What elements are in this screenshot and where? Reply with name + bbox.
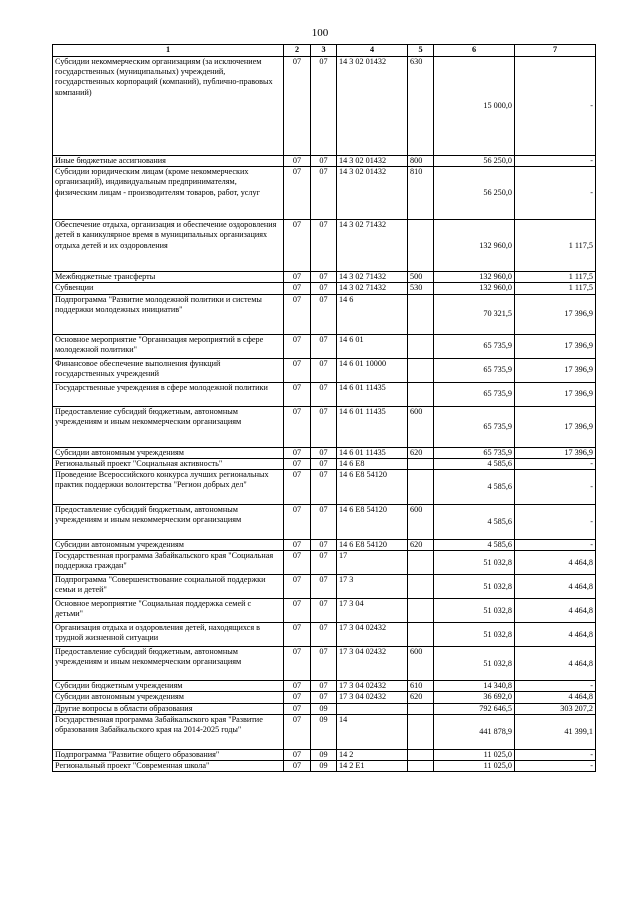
row-target-article-cell: 14 3 02 71432 [337, 283, 408, 294]
row-amount-2-cell: 4 464,8 [515, 647, 596, 681]
table-row [53, 283, 596, 294]
row-section-cell: 07 [284, 294, 311, 334]
row-amount-2-cell: 17 396,9 [515, 382, 596, 406]
row-target-article-cell: 14 6 01 11435 [337, 406, 408, 447]
row-target-article-cell: 17 3 04 02432 [337, 692, 408, 703]
table-row [53, 447, 596, 458]
row-amount-2-cell: 303 207,2 [515, 703, 596, 714]
row-amount-2-cell: 4 464,8 [515, 599, 596, 623]
row-name-cell: Региональный проект "Современная школа" [53, 761, 284, 772]
row-amount-1-cell: 56 250,0 [434, 156, 515, 167]
row-expense-type-cell: 620 [408, 447, 434, 458]
row-expense-type-cell [408, 294, 434, 334]
row-expense-type-cell [408, 382, 434, 406]
row-name-cell: Финансовое обеспечение выполнения функций государственных учреждений [53, 358, 284, 382]
table-row [53, 458, 596, 469]
row-amount-1-cell: 51 032,8 [434, 623, 515, 647]
row-name-cell: Региональный проект "Социальная активность" [53, 458, 284, 469]
row-name-cell: Предоставление субсидий бюджетным, автономным учреждениям и иным некоммерческим организациям [53, 505, 284, 540]
row-section-cell: 07 [284, 749, 311, 760]
row-target-article-cell: 17 3 04 02432 [337, 681, 408, 692]
row-subsection-cell: 09 [311, 749, 337, 760]
row-target-article-cell: 14 6 [337, 294, 408, 334]
row-section-cell: 07 [284, 575, 311, 599]
row-expense-type-cell: 620 [408, 692, 434, 703]
row-section-cell: 07 [284, 761, 311, 772]
row-expense-type-cell [408, 623, 434, 647]
row-section-cell: 07 [284, 623, 311, 647]
row-subsection-cell: 07 [311, 681, 337, 692]
row-section-cell: 07 [284, 57, 311, 156]
table-row [53, 156, 596, 167]
row-amount-1-cell: 4 585,6 [434, 458, 515, 469]
row-subsection-cell: 07 [311, 623, 337, 647]
row-amount-1-cell: 132 960,0 [434, 272, 515, 283]
row-amount-2-cell: - [515, 540, 596, 551]
row-section-cell: 07 [284, 283, 311, 294]
row-target-article-cell: 14 6 E8 54120 [337, 540, 408, 551]
row-amount-1-cell: 70 321,5 [434, 294, 515, 334]
row-expense-type-cell [408, 714, 434, 749]
row-subsection-cell: 07 [311, 57, 337, 156]
row-target-article-cell: 14 6 01 11435 [337, 382, 408, 406]
table-row [53, 167, 596, 220]
row-amount-2-cell: - [515, 505, 596, 540]
table-row [53, 470, 596, 505]
row-expense-type-cell [408, 703, 434, 714]
row-subsection-cell: 07 [311, 540, 337, 551]
row-amount-1-cell: 4 585,6 [434, 470, 515, 505]
row-name-cell: Государственные учреждения в сфере молодежной политики [53, 382, 284, 406]
row-section-cell: 07 [284, 599, 311, 623]
table-row [53, 57, 596, 156]
row-amount-1-cell: 4 585,6 [434, 505, 515, 540]
row-amount-2-cell: 4 464,8 [515, 551, 596, 575]
row-target-article-cell: 14 [337, 714, 408, 749]
row-expense-type-cell [408, 551, 434, 575]
row-expense-type-cell: 610 [408, 681, 434, 692]
row-name-cell: Подпрограмма "Развитие общего образования" [53, 749, 284, 760]
header-cell: 4 [337, 45, 408, 57]
row-subsection-cell: 09 [311, 714, 337, 749]
table-row [53, 334, 596, 358]
row-amount-1-cell: 441 878,9 [434, 714, 515, 749]
row-name-cell: Государственная программа Забайкальского края "Социальная поддержка граждан" [53, 551, 284, 575]
table-row [53, 703, 596, 714]
row-target-article-cell: 17 3 [337, 575, 408, 599]
row-subsection-cell: 07 [311, 599, 337, 623]
row-amount-2-cell: 41 399,1 [515, 714, 596, 749]
row-amount-2-cell: 17 396,9 [515, 358, 596, 382]
row-name-cell: Подпрограмма "Развитие молодежной политики и системы поддержки молодежных инициатив" [53, 294, 284, 334]
page-number: 100 [311, 27, 329, 39]
row-expense-type-cell [408, 470, 434, 505]
table-row [53, 761, 596, 772]
header-cell: 5 [408, 45, 434, 57]
row-section-cell: 07 [284, 358, 311, 382]
table-row [53, 551, 596, 575]
row-subsection-cell: 09 [311, 703, 337, 714]
row-amount-1-cell: 65 735,9 [434, 382, 515, 406]
header-cell: 6 [434, 45, 515, 57]
row-section-cell: 07 [284, 334, 311, 358]
table-row [53, 623, 596, 647]
row-name-cell: Обеспечение отдыха, организация и обеспечение оздоровления детей в каникулярное время в муниципальных организациях отдыха детей и их оздоровления [53, 220, 284, 272]
row-name-cell: Основное мероприятие "Организация мероприятий в сфере молодежной политики" [53, 334, 284, 358]
row-target-article-cell: 14 2 [337, 749, 408, 760]
row-expense-type-cell: 600 [408, 406, 434, 447]
row-amount-2-cell: 1 117,5 [515, 220, 596, 272]
table-row [53, 681, 596, 692]
row-amount-2-cell: 17 396,9 [515, 406, 596, 447]
row-subsection-cell: 07 [311, 505, 337, 540]
row-amount-1-cell: 51 032,8 [434, 647, 515, 681]
row-section-cell: 07 [284, 458, 311, 469]
row-amount-1-cell: 132 960,0 [434, 220, 515, 272]
row-name-cell: Проведение Всероссийского конкурса лучших региональных практик поддержки волонтерства "Регион добрых дел" [53, 470, 284, 505]
row-target-article-cell: 17 3 04 [337, 599, 408, 623]
row-subsection-cell: 07 [311, 334, 337, 358]
table-row [53, 294, 596, 334]
row-section-cell: 07 [284, 406, 311, 447]
row-name-cell: Субсидии автономным учреждениям [53, 540, 284, 551]
row-subsection-cell: 07 [311, 220, 337, 272]
row-section-cell: 07 [284, 470, 311, 505]
table-row [53, 406, 596, 447]
row-name-cell: Государственная программа Забайкальского края "Развитие образования Забайкальского края на 2014-2025 годы" [53, 714, 284, 749]
row-name-cell: Субсидии автономным учреждениям [53, 692, 284, 703]
row-subsection-cell: 07 [311, 575, 337, 599]
row-amount-2-cell: - [515, 470, 596, 505]
row-expense-type-cell: 630 [408, 57, 434, 156]
row-expense-type-cell: 600 [408, 647, 434, 681]
table-row [53, 505, 596, 540]
row-section-cell: 07 [284, 447, 311, 458]
header-cell: 2 [284, 45, 311, 57]
table-row [53, 599, 596, 623]
row-amount-1-cell: 4 585,6 [434, 540, 515, 551]
row-expense-type-cell: 800 [408, 156, 434, 167]
row-name-cell: Другие вопросы в области образования [53, 703, 284, 714]
row-amount-1-cell: 15 000,0 [434, 57, 515, 156]
row-expense-type-cell: 500 [408, 272, 434, 283]
row-subsection-cell: 07 [311, 447, 337, 458]
table-row [53, 575, 596, 599]
row-amount-1-cell: 51 032,8 [434, 551, 515, 575]
row-target-article-cell: 14 3 02 01432 [337, 156, 408, 167]
row-expense-type-cell: 620 [408, 540, 434, 551]
row-amount-2-cell: - [515, 681, 596, 692]
row-expense-type-cell: 810 [408, 167, 434, 220]
row-target-article-cell: 14 3 02 71432 [337, 272, 408, 283]
row-target-article-cell: 14 6 E8 [337, 458, 408, 469]
row-target-article-cell: 14 2 E1 [337, 761, 408, 772]
row-amount-2-cell: - [515, 57, 596, 156]
row-amount-2-cell: 1 117,5 [515, 272, 596, 283]
row-name-cell: Предоставление субсидий бюджетным, автономным учреждениям и иным некоммерческим организациям [53, 647, 284, 681]
row-subsection-cell: 07 [311, 358, 337, 382]
row-subsection-cell: 07 [311, 283, 337, 294]
row-amount-1-cell: 792 646,5 [434, 703, 515, 714]
row-expense-type-cell [408, 220, 434, 272]
row-subsection-cell: 07 [311, 272, 337, 283]
row-expense-type-cell [408, 575, 434, 599]
table-row [53, 714, 596, 749]
row-expense-type-cell: 600 [408, 505, 434, 540]
row-expense-type-cell [408, 761, 434, 772]
row-expense-type-cell [408, 599, 434, 623]
row-name-cell: Подпрограмма "Совершенствование социальной поддержки семьи и детей" [53, 575, 284, 599]
row-target-article-cell: 17 3 04 02432 [337, 647, 408, 681]
table-row [53, 692, 596, 703]
row-amount-2-cell: - [515, 156, 596, 167]
row-amount-1-cell: 36 692,0 [434, 692, 515, 703]
row-section-cell: 07 [284, 156, 311, 167]
row-amount-2-cell: 4 464,8 [515, 575, 596, 599]
row-amount-1-cell: 11 025,0 [434, 761, 515, 772]
row-amount-2-cell: 1 117,5 [515, 283, 596, 294]
row-target-article-cell: 14 3 02 01432 [337, 167, 408, 220]
row-amount-2-cell: 4 464,8 [515, 692, 596, 703]
row-subsection-cell: 07 [311, 406, 337, 447]
row-name-cell: Субсидии юридическим лицам (кроме некоммерческих организаций), индивидуальным предпринимателям, физическим лицам - производителям товаров, работ, услуг [53, 167, 284, 220]
row-section-cell: 07 [284, 551, 311, 575]
row-section-cell: 07 [284, 505, 311, 540]
row-amount-1-cell: 65 735,9 [434, 406, 515, 447]
row-target-article-cell: 17 [337, 551, 408, 575]
row-expense-type-cell [408, 458, 434, 469]
row-amount-2-cell: 17 396,9 [515, 447, 596, 458]
row-subsection-cell: 07 [311, 692, 337, 703]
row-target-article-cell: 14 6 01 [337, 334, 408, 358]
row-section-cell: 07 [284, 272, 311, 283]
row-amount-2-cell: 4 464,8 [515, 623, 596, 647]
row-target-article-cell: 14 6 E8 54120 [337, 505, 408, 540]
row-section-cell: 07 [284, 703, 311, 714]
row-name-cell: Субсидии некоммерческим организациям (за исключением государственных (муниципальных) учреждений, государственных корпораций (компаний), публично-правовых компаний) [53, 57, 284, 156]
table-row [53, 382, 596, 406]
row-amount-1-cell: 14 340,8 [434, 681, 515, 692]
table-row [53, 220, 596, 272]
table-row [53, 358, 596, 382]
row-section-cell: 07 [284, 220, 311, 272]
row-amount-2-cell: - [515, 167, 596, 220]
row-subsection-cell: 07 [311, 382, 337, 406]
row-target-article-cell [337, 703, 408, 714]
row-subsection-cell: 07 [311, 156, 337, 167]
row-target-article-cell: 14 6 01 10000 [337, 358, 408, 382]
header-cell: 1 [53, 45, 284, 57]
row-section-cell: 07 [284, 540, 311, 551]
row-section-cell: 07 [284, 382, 311, 406]
row-name-cell: Субсидии автономным учреждениям [53, 447, 284, 458]
row-section-cell: 07 [284, 681, 311, 692]
row-name-cell: Основное мероприятие "Социальная поддержка семей с детьми" [53, 599, 284, 623]
row-expense-type-cell [408, 334, 434, 358]
row-subsection-cell: 07 [311, 551, 337, 575]
row-section-cell: 07 [284, 692, 311, 703]
row-name-cell: Субвенции [53, 283, 284, 294]
row-name-cell: Межбюджетные трансферты [53, 272, 284, 283]
table-header-row [53, 45, 596, 57]
row-subsection-cell: 09 [311, 761, 337, 772]
row-amount-1-cell: 65 735,9 [434, 447, 515, 458]
row-name-cell: Предоставление субсидий бюджетным, автономным учреждениям и иным некоммерческим организациям [53, 406, 284, 447]
row-amount-1-cell: 65 735,9 [434, 358, 515, 382]
table-row [53, 540, 596, 551]
row-amount-1-cell: 51 032,8 [434, 599, 515, 623]
row-target-article-cell: 14 3 02 71432 [337, 220, 408, 272]
row-subsection-cell: 07 [311, 647, 337, 681]
row-target-article-cell: 14 6 01 11435 [337, 447, 408, 458]
row-subsection-cell: 07 [311, 167, 337, 220]
row-amount-1-cell: 132 960,0 [434, 283, 515, 294]
row-amount-2-cell: 17 396,9 [515, 334, 596, 358]
row-section-cell: 07 [284, 714, 311, 749]
row-amount-1-cell: 11 025,0 [434, 749, 515, 760]
row-name-cell: Субсидии бюджетным учреждениям [53, 681, 284, 692]
row-expense-type-cell: 530 [408, 283, 434, 294]
row-subsection-cell: 07 [311, 458, 337, 469]
row-amount-1-cell: 65 735,9 [434, 334, 515, 358]
row-amount-2-cell: - [515, 761, 596, 772]
budget-table [52, 44, 596, 772]
row-amount-2-cell: - [515, 458, 596, 469]
row-target-article-cell: 14 6 E8 54120 [337, 470, 408, 505]
row-expense-type-cell [408, 749, 434, 760]
row-amount-1-cell: 51 032,8 [434, 575, 515, 599]
row-target-article-cell: 17 3 04 02432 [337, 623, 408, 647]
row-name-cell: Иные бюджетные ассигнования [53, 156, 284, 167]
header-cell: 7 [515, 45, 596, 57]
row-subsection-cell: 07 [311, 294, 337, 334]
row-target-article-cell: 14 3 02 01432 [337, 57, 408, 156]
row-amount-1-cell: 56 250,0 [434, 167, 515, 220]
table-row [53, 647, 596, 681]
table-row [53, 272, 596, 283]
row-subsection-cell: 07 [311, 470, 337, 505]
table-row [53, 749, 596, 760]
row-section-cell: 07 [284, 647, 311, 681]
header-cell: 3 [311, 45, 337, 57]
row-amount-2-cell: 17 396,9 [515, 294, 596, 334]
row-expense-type-cell [408, 358, 434, 382]
row-amount-2-cell: - [515, 749, 596, 760]
row-name-cell: Организация отдыха и оздоровления детей, находящихся в трудной жизненной ситуации [53, 623, 284, 647]
row-section-cell: 07 [284, 167, 311, 220]
